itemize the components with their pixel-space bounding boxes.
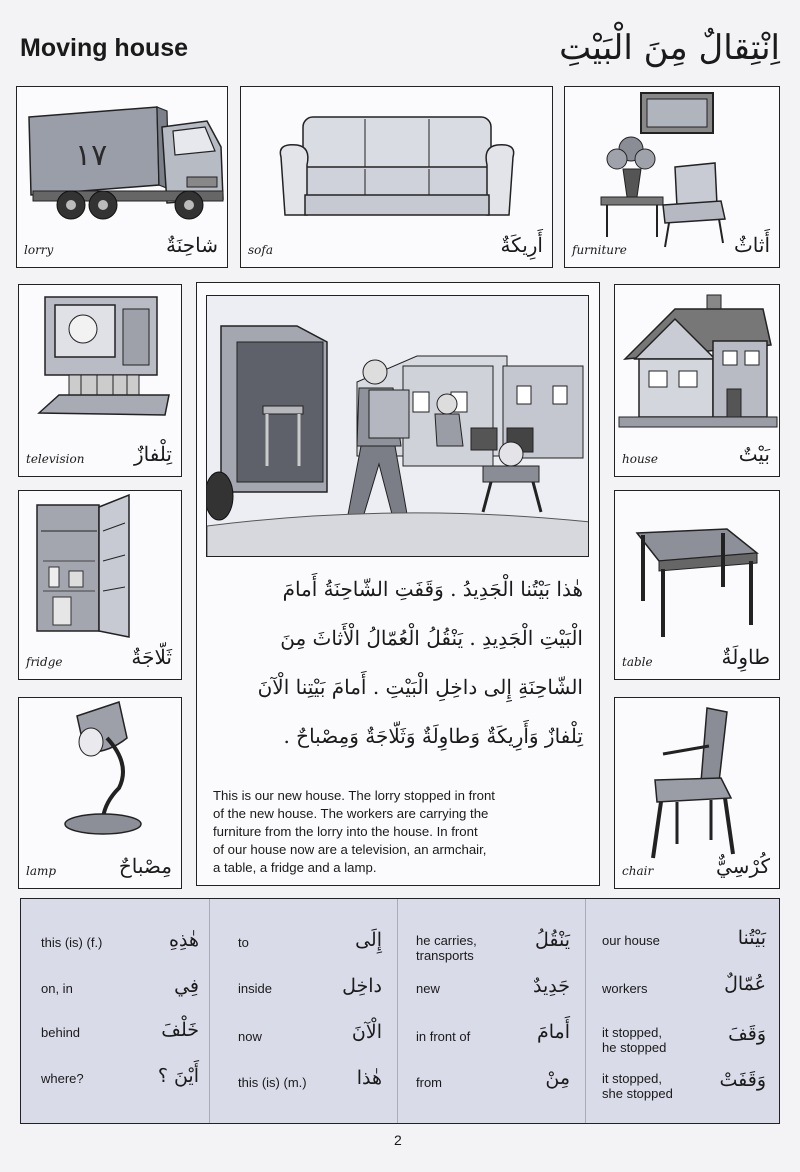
vocab-arabic: وَقَفَ: [728, 1023, 766, 1045]
vocab-column-3: [397, 899, 586, 1123]
vocab-english: behind: [41, 1025, 81, 1040]
vocab-arabic: داخِل: [342, 975, 382, 997]
card-label-arabic: تِلْفازٌ: [133, 442, 172, 466]
vocab-english: to: [238, 935, 249, 950]
story-panel: [196, 282, 600, 886]
vocab-arabic: خَلْفَ: [161, 1019, 199, 1041]
card-label-english: sofa: [248, 243, 273, 257]
vocab-arabic: إِلَى: [355, 929, 382, 951]
vocab-arabic: الْآنَ: [351, 1021, 382, 1043]
vocab-arabic: مِنْ: [545, 1067, 570, 1089]
card-label-arabic: أَرِيكَةٌ: [500, 233, 543, 257]
vocab-english: workers: [602, 981, 648, 996]
card-label-arabic: مِصْباحٌ: [118, 854, 172, 878]
card-table: [614, 490, 780, 680]
story-arabic-text: [213, 565, 583, 761]
card-label-english: fridge: [26, 655, 63, 669]
vocab-arabic: فِي: [174, 975, 199, 997]
vocab-english: this (is) (f.): [41, 935, 103, 950]
vocab-english: it stopped, he stopped: [602, 1025, 667, 1055]
card-label-arabic: كُرْسِيٌّ: [716, 854, 770, 878]
card-label-arabic: طاوِلَةٌ: [721, 645, 770, 669]
vocab-arabic: عُمّالٌ: [724, 973, 766, 995]
story-english-line: of the new house. The workers are carrying the: [213, 806, 489, 821]
card-house: [614, 284, 780, 477]
vocab-column-2: [209, 899, 398, 1123]
card-label-arabic: أَثاثٌ: [733, 233, 770, 257]
card-label-english: television: [26, 452, 85, 466]
moving-scene-illustration: [206, 295, 589, 557]
story-arabic-line: الشّاحِنَةِ إِلى داخِلِ الْبَيْتِ . أَمامَ بَيْتِنا الْآنَ: [257, 675, 583, 699]
vocab-english: new: [416, 981, 440, 996]
story-arabic-line: تِلْفازٌ وَأَرِيكَةٌ وَطاوِلَةٌ وَثَلّاجَةٌ وَمِصْباحٌ .: [283, 724, 583, 748]
vocab-arabic: أَمامَ: [536, 1021, 570, 1043]
vocab-arabic: وَقَفَتْ: [719, 1069, 766, 1091]
vocab-column-1: [21, 899, 209, 1123]
card-label-english: chair: [622, 864, 654, 878]
page-title-arabic: اِنْتِقالٌ مِنَ الْبَيْتِ: [559, 28, 780, 68]
vocab-english: inside: [238, 981, 272, 996]
vocab-arabic: جَدِيدٌ: [533, 975, 570, 997]
card-lamp: [18, 697, 182, 889]
vocab-arabic: هٰذا: [356, 1067, 382, 1089]
card-fridge: [18, 490, 182, 680]
story-arabic-line: الْبَيْتِ الْجَدِيدِ . يَنْقُلُ الْعُمّالُ الْأَثاثَ مِنَ: [280, 626, 583, 650]
card-sofa: [240, 86, 553, 268]
card-lorry: [16, 86, 228, 268]
story-english-line: a table, a fridge and a lamp.: [213, 860, 377, 875]
lorry-plate-number: ١٧: [75, 138, 108, 173]
card-television: [18, 284, 182, 477]
card-label-arabic: شاحِنَةٌ: [166, 233, 218, 257]
vocab-english: it stopped, she stopped: [602, 1071, 673, 1101]
vocab-arabic: بَيْتُنا: [737, 927, 766, 949]
card-label-english: house: [622, 452, 658, 466]
vocab-arabic: يَنْقُلُ: [534, 929, 570, 951]
card-chair: [614, 697, 780, 889]
card-furniture: [564, 86, 780, 268]
moving-scene-icon: [207, 296, 589, 557]
vocab-english: where?: [41, 1071, 84, 1086]
vocab-arabic: أَيْنَ ؟: [157, 1065, 199, 1087]
vocab-english: this (is) (m.): [238, 1075, 307, 1090]
card-label-english: lorry: [24, 243, 54, 257]
vocab-english: in front of: [416, 1029, 471, 1044]
page-title-english: Moving house: [20, 34, 189, 62]
vocabulary-table: [20, 898, 780, 1124]
vocab-english: on, in: [41, 981, 73, 996]
vocab-arabic: هٰذِهِ: [169, 929, 199, 951]
story-arabic-line: هٰذا بَيْتُنا الْجَدِيدُ . وَقَفَتِ الشّاحِنَةُ أَمامَ: [282, 577, 583, 601]
vocab-english: our house: [602, 933, 660, 948]
story-english-line: of our house now are a television, an armchair,: [213, 842, 487, 857]
story-english-line: furniture from the lorry into the house. In front: [213, 824, 478, 839]
vocab-column-4: [585, 899, 780, 1123]
story-english-text: [213, 787, 593, 877]
vocab-english: from: [416, 1075, 442, 1090]
card-label-arabic: بَيْتٌ: [738, 442, 770, 466]
story-english-line: This is our new house. The lorry stopped in front: [213, 788, 495, 803]
vocab-english: now: [238, 1029, 262, 1044]
card-label-english: lamp: [26, 864, 57, 878]
card-label-arabic: ثَلّاجَةٌ: [131, 645, 172, 669]
vocab-english: he carries, transports: [416, 933, 477, 963]
card-label-english: furniture: [572, 243, 627, 257]
card-label-english: table: [622, 655, 653, 669]
page-number: 2: [394, 1132, 402, 1148]
